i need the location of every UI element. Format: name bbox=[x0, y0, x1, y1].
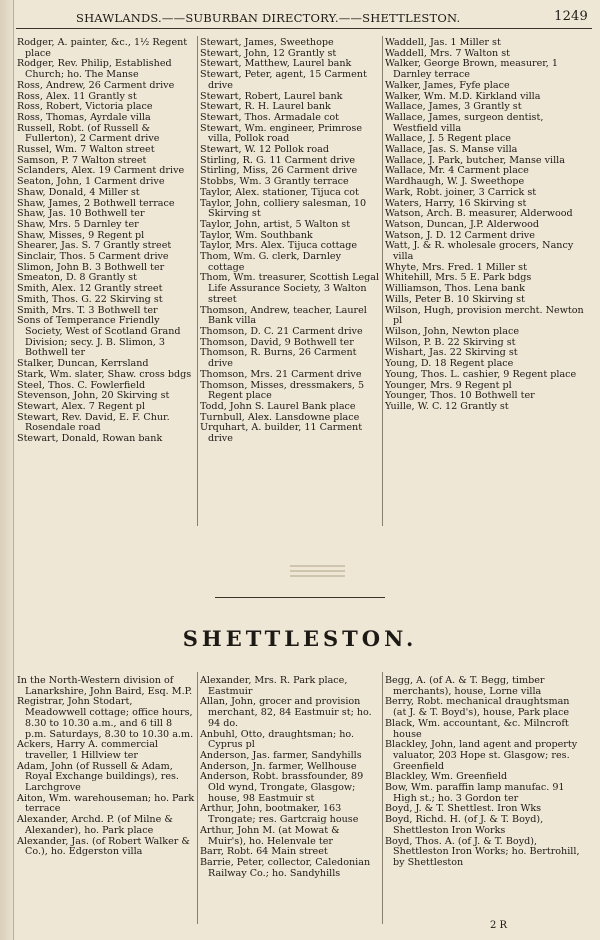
directory-entry: Smith, Thos. G. 22 Skirving st bbox=[17, 293, 163, 305]
directory-entry: Ross, Alex. 11 Grantly st bbox=[17, 90, 137, 102]
directory-entry: Slimon, John B. 3 Bothwell ter bbox=[17, 261, 165, 273]
directory-entry: Shaw, Donald, 4 Miller st bbox=[17, 186, 140, 198]
directory-entry: Alexander, Jas. (of Robert Walker & Co.), ho. Edgerston villa bbox=[17, 835, 190, 858]
directory-entry: Shaw, Jas. 10 Bothwell ter bbox=[17, 208, 145, 220]
shawlands-column-1 bbox=[17, 38, 195, 445]
shettleston-column-3 bbox=[385, 676, 585, 869]
directory-entry: Watson, J. D. 12 Carment drive bbox=[385, 229, 535, 241]
directory-entry: Anderson, Jas. farmer, Sandyhills bbox=[200, 749, 362, 761]
directory-entry: Ross, Andrew, 26 Carment drive bbox=[17, 79, 175, 91]
directory-entry: Walker, James, Fyfe place bbox=[385, 79, 510, 91]
directory-entry: Stewart, Matthew, Laurel bank bbox=[200, 58, 352, 70]
directory-entry: Samson, P. 7 Walton street bbox=[17, 154, 147, 166]
directory-entry: Wallace, J. 5 Regent place bbox=[385, 133, 511, 145]
binding-gutter bbox=[0, 0, 14, 940]
directory-entry: Ross, Thomas, Ayrdale villa bbox=[17, 111, 151, 123]
signature-mark: 2 R bbox=[490, 920, 508, 931]
directory-entry: Stewart, Thos. Armadale cot bbox=[200, 111, 339, 123]
header-rule bbox=[16, 28, 592, 29]
directory-entry: Wark, Robt. joiner, 3 Carrick st bbox=[385, 186, 537, 198]
directory-entry: Taylor, Alex. stationer, Tijuca cot bbox=[200, 186, 359, 198]
directory-entry: Stevenson, John, 20 Skirving st bbox=[17, 390, 170, 402]
directory-entry: Wilson, Hugh, provision mercht. Newton pl bbox=[385, 304, 584, 327]
directory-entry: Adam, John (of Russell & Adam, Royal Exchange buildings), res. Larchgrove bbox=[17, 760, 179, 794]
directory-entry: Wallace, Mr. 4 Carment place bbox=[385, 165, 529, 177]
directory-entry: Arthur, John, bootmaker, 163 Trongate; res. Gartcraig house bbox=[200, 803, 359, 826]
directory-entry: Smith, Mrs. T. 3 Bothwell ter bbox=[17, 304, 158, 316]
shawlands-column-3 bbox=[385, 38, 585, 413]
directory-entry: Seaton, John, 1 Carment drive bbox=[17, 176, 165, 188]
section-title-shettleston: SHETTLESTON. bbox=[182, 626, 418, 651]
directory-entry: Stewart, Robert, Laurel bank bbox=[200, 90, 343, 102]
directory-entry: Russel, Wm. 7 Walton street bbox=[17, 144, 155, 156]
directory-entry: Anderson, Robt. brassfounder, 89 Old wynd, Trongate, Glasgow; house, 98 Eastmuir st bbox=[200, 771, 364, 804]
column-divider bbox=[197, 36, 198, 526]
directory-entry: Stewart, Rev. David, E. F. Chur. Rosendale road bbox=[17, 411, 170, 434]
directory-entry: Walker, Wm. M.D. Kirkland villa bbox=[385, 90, 541, 102]
directory-entry: Boyd, Richd. H. (of J. & T. Boyd), Shettleston Iron Works bbox=[385, 814, 544, 836]
directory-entry: Stewart, R. H. Laurel bank bbox=[200, 101, 331, 113]
column-divider bbox=[197, 672, 198, 924]
directory-entry: Watt, J. & R. wholesale grocers, Nancy villa bbox=[385, 240, 574, 263]
directory-entry: Blackley, Wm. Greenfield bbox=[385, 771, 508, 783]
directory-entry: Black, Wm. accountant, &c. Milncroft house bbox=[385, 717, 569, 740]
directory-entry: Watson, Arch. B. measurer, Alderwood bbox=[385, 208, 573, 220]
directory-entry: Taylor, John, artist, 5 Walton st bbox=[200, 218, 351, 230]
directory-entry: Taylor, Mrs. Alex. Tijuca cottage bbox=[200, 240, 358, 252]
directory-entry: Stewart, Alex. 7 Regent pl bbox=[17, 400, 145, 412]
directory-entry: Wallace, Jas. S. Manse villa bbox=[385, 144, 518, 156]
directory-entry: Registrar, John Stodart, Meadowwell cottage; office hours, 8.30 to 10.30 a.m., and 6 till 8 p.m. Saturdays, 8.30 to 10.30 a.m. bbox=[17, 696, 194, 740]
directory-entry: Yuille, W. C. 12 Grantly st bbox=[385, 400, 509, 412]
directory-entry: Thomson, David, 9 Bothwell ter bbox=[200, 336, 354, 348]
directory-entry: Barr, Robt. 64 Main street bbox=[200, 846, 328, 858]
directory-entry: Smith, Alex. 12 Grantly street bbox=[17, 283, 163, 295]
directory-entry: Anbuhl, Otto, draughtsman; ho. Cyprus pl bbox=[200, 728, 355, 751]
directory-entry: Sclanders, Alex. 19 Carment drive bbox=[17, 165, 185, 177]
directory-entry: Anderson, Jn. farmer, Wellhouse bbox=[200, 760, 357, 772]
directory-entry: Wallace, J. Park, butcher, Manse villa bbox=[385, 154, 565, 166]
directory-entry: Smeaton, D. 8 Grantly st bbox=[17, 272, 137, 284]
running-title: SHAWLANDS.——SUBURBAN DIRECTORY.——SHETTLESTON. bbox=[76, 11, 461, 25]
directory-entry: Taylor, Wm. Southbank bbox=[200, 229, 313, 241]
directory-entry: Boyd, Thos. A. (of J. & T. Boyd), Shettleston Iron Works; ho. Bertrohill, by Shettleston bbox=[385, 835, 580, 868]
directory-entry: Waters, Harry, 16 Skirving st bbox=[385, 197, 527, 209]
column-divider bbox=[382, 672, 383, 924]
directory-entry: Wilson, John, Newton place bbox=[385, 325, 520, 337]
directory-entry: In the North-Western division of Lanarkshire, John Baird, Esq. M.P. bbox=[17, 675, 193, 697]
directory-entry: Wallace, James, 3 Grantly st bbox=[385, 101, 522, 113]
directory-entry: Stirling, R. G. 11 Carment drive bbox=[200, 154, 356, 166]
directory-entry: Younger, Thos. 10 Bothwell ter bbox=[385, 390, 535, 402]
shettleston-column-2 bbox=[200, 676, 380, 879]
directory-entry: Young, D. 18 Regent place bbox=[385, 358, 514, 370]
directory-entry: Begg, A. (of A. & T. Begg, timber merchants), house, Lorne villa bbox=[385, 675, 545, 697]
directory-entry: Waddell, Mrs. 7 Walton st bbox=[385, 47, 510, 59]
directory-entry: Rodger, Rev. Philip, Established Church; ho. The Manse bbox=[17, 58, 172, 81]
directory-entry: Bow, Wm. paraffin lamp manufac. 91 High st.; ho. 3 Gordon ter bbox=[385, 782, 565, 804]
show-through-marks bbox=[290, 565, 345, 587]
directory-entry: Thomson, Andrew, teacher, Laurel Bank villa bbox=[200, 304, 367, 327]
directory-entry: Wardhaugh, W. J. Sweethope bbox=[385, 176, 525, 188]
directory-entry: Stewart, James, Sweethope bbox=[200, 37, 334, 48]
directory-entry: Thomson, Misses, dressmakers, 5 Regent place bbox=[200, 379, 365, 402]
directory-entry: Allan, John, grocer and provision merchant, 82, 84 Eastmuir st; ho. 94 do. bbox=[200, 696, 372, 729]
directory-entry: Stewart, Donald, Rowan bank bbox=[17, 433, 163, 445]
directory-entry: Walker, George Brown, measurer, 1 Darnley terrace bbox=[385, 58, 559, 81]
directory-entry: Waddell, Jas. 1 Miller st bbox=[385, 37, 501, 48]
directory-entry: Russell, Robt. (of Russell & Fullerton), 2 Carment drive bbox=[17, 122, 160, 145]
directory-entry: Whyte, Mrs. Fred. 1 Miller st bbox=[385, 261, 527, 273]
directory-entry: Stalker, Duncan, Kerrsland bbox=[17, 358, 149, 370]
directory-entry: Alexander, Archd. P. (of Milne & Alexander), ho. Park place bbox=[17, 814, 173, 836]
directory-entry: Whitehill, Mrs. 5 E. Park bdgs bbox=[385, 272, 532, 284]
directory-entry: Rodger, A. painter, &c., 1½ Regent place bbox=[17, 37, 188, 59]
directory-entry: Turnbull, Alex. Lansdowne place bbox=[200, 411, 360, 423]
directory-entry: Arthur, John M. (at Mowat & Muir's), ho. Helenvale ter bbox=[200, 824, 340, 847]
directory-entry: Urquhart, A. builder, 11 Carment drive bbox=[200, 422, 363, 445]
column-divider bbox=[382, 36, 383, 526]
directory-entry: Shaw, Misses, 9 Regent pl bbox=[17, 229, 145, 241]
directory-entry: Aiton, Wm. warehouseman; ho. Park terrace bbox=[17, 792, 195, 815]
directory-entry: Stark, Wm. slater, Shaw. cross bdgs bbox=[17, 368, 192, 380]
directory-entry: Ross, Robert, Victoria place bbox=[17, 101, 153, 113]
directory-entry: Boyd, J. & T. Shettlest. Iron Wks bbox=[385, 803, 542, 815]
directory-entry: Stobbs, Wm. 3 Grantly terrace bbox=[200, 176, 349, 188]
directory-entry: Taylor, John, colliery salesman, 10 Skirving st bbox=[200, 197, 367, 220]
directory-entry: Shearer, Jas. S. 7 Grantly street bbox=[17, 240, 172, 252]
directory-entry: Thomson, Mrs. 21 Carment drive bbox=[200, 368, 362, 380]
directory-entry: Thomson, R. Burns, 26 Carment drive bbox=[200, 347, 357, 370]
directory-entry: Stirling, Miss, 26 Carment drive bbox=[200, 165, 358, 177]
shettleston-column-1 bbox=[17, 676, 195, 858]
directory-entry: Younger, Mrs. 9 Regent pl bbox=[385, 379, 512, 391]
directory-entry: Blackley, John, land agent and property valuator, 203 Hope st. Glasgow; res. Greenfield bbox=[385, 739, 578, 772]
directory-entry: Stewart, W. 12 Pollok road bbox=[200, 144, 329, 156]
directory-entry: Alexander, Mrs. R. Park place, Eastmuir bbox=[200, 675, 348, 697]
directory-entry: Shaw, James, 2 Bothwell terrace bbox=[17, 197, 175, 209]
directory-entry: Watson, Duncan, J.P. Alderwood bbox=[385, 218, 540, 230]
directory-entry: Wishart, Jas. 22 Skirving st bbox=[385, 347, 518, 359]
directory-entry: Stewart, Peter, agent, 15 Carment drive bbox=[200, 69, 367, 91]
directory-entry: Thom, Wm. treasurer, Scottish Legal Life Assurance Society, 3 Walton street bbox=[200, 272, 380, 305]
running-header bbox=[16, 9, 592, 27]
page-number: 1249 bbox=[554, 9, 588, 24]
directory-entry: Ackers, Harry A. commercial traveller, 1 Hillview ter bbox=[17, 739, 158, 761]
section-rule bbox=[215, 597, 385, 598]
directory-entry: Shaw, Mrs. 5 Darnley ter bbox=[17, 218, 139, 230]
directory-entry: Todd, John S. Laurel Bank place bbox=[200, 400, 356, 412]
directory-entry: Stewart, John, 12 Grantly st bbox=[200, 47, 337, 59]
directory-entry: Young, Thos. L. cashier, 9 Regent place bbox=[385, 368, 577, 380]
directory-entry: Wilson, P. B. 22 Skirving st bbox=[385, 336, 516, 348]
directory-entry: Berry, Robt. mechanical draughtsman (at J. & T. Boyd's), house, Park place bbox=[385, 696, 570, 719]
directory-entry: Barrie, Peter, collector, Caledonian Railway Co.; ho. Sandyhills bbox=[200, 856, 371, 879]
directory-entry: Thomson, D. C. 21 Carment drive bbox=[200, 325, 363, 337]
directory-entry: Stewart, Wm. engineer, Primrose villa, Pollok road bbox=[200, 122, 363, 145]
directory-entry: Sons of Temperance Friendly Society, West of Scotland Grand Division; secy. J. B. Slimon, 3 Bothwell ter bbox=[17, 315, 181, 359]
directory-entry: Wills, Peter B. 10 Skirving st bbox=[385, 293, 525, 305]
directory-entry: Williamson, Thos. Lena bank bbox=[385, 283, 525, 295]
directory-entry: Wallace, James, surgeon dentist, Westfield villa bbox=[385, 111, 544, 134]
directory-entry: Thom, Wm. G. clerk, Darnley cottage bbox=[200, 251, 341, 273]
directory-entry: Steel, Thos. C. Fowlerfield bbox=[17, 379, 146, 391]
shawlands-column-2 bbox=[200, 38, 380, 445]
directory-entry: Sinclair, Thos. 5 Carment drive bbox=[17, 251, 169, 263]
